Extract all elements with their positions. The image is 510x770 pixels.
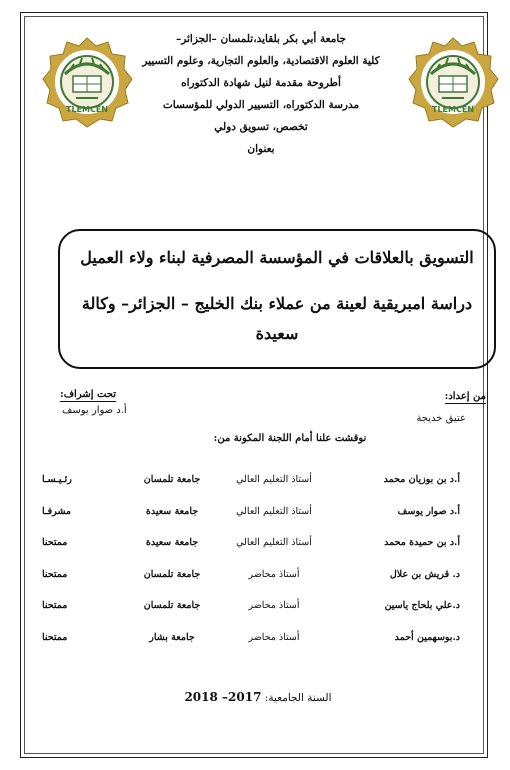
jury-member-role: ممتحنا [42, 568, 68, 580]
thesis-title-line2: دراسة امبريقية لعينة من عملاء بنك الخليج – الجزائر– وكالة [81, 294, 473, 313]
academic-year-label: السنة الجامعية: [264, 692, 332, 704]
jury-member-university: جامعة بشار [149, 631, 195, 643]
jury-member-name: د.علي بلحاج ياسين [384, 600, 460, 611]
prepared-by-name: عتيق خديجة [416, 413, 466, 424]
jury-member-name: أ.د بن حميدة محمد [384, 537, 460, 548]
jury-member-role: ممتحنا [42, 537, 68, 548]
supervisor-name: أ.د صوار يوسف [62, 405, 127, 416]
jury-member-university: جامعة سعيدة [145, 537, 199, 548]
jury-member-university: جامعة تلمسان [143, 600, 201, 611]
jury-table [40, 470, 460, 659]
jury-member-rank: أستاذ محاضر [248, 568, 300, 580]
jury-member-role: ممتحنا [42, 600, 68, 611]
jury-member-university: جامعة تلمسان [143, 568, 201, 580]
jury-row [40, 628, 460, 660]
jury-member-role: ممتحنا [42, 631, 68, 643]
doctoral-school: مدرسة الدكتوراه، التسيير الدولي للمؤسسات [162, 99, 360, 111]
university-name: جامعة أبي بكر بلقايد،تلمسان –الجزائر– [175, 33, 347, 45]
thesis-type: أطروحة مقدمة لنيل شهادة الدكتوراه [181, 77, 341, 89]
jury-member-name: د.بوسهمين أحمد [394, 631, 460, 643]
jury-member-rank: أستاذ التعليم العالي [236, 505, 312, 517]
jury-member-university: جامعة تلمسان [143, 474, 201, 485]
jury-member-name: أ.د صوار يوسف [397, 505, 460, 517]
jury-member-role: مشرفـا [42, 505, 72, 517]
thesis-title-line1: التسويق بالعلاقات في المؤسسة المصرفية لبناء ولاء العميل [80, 248, 474, 267]
title-intro: بعنوان [247, 143, 275, 155]
academic-year [168, 690, 348, 704]
committee-intro: نوقشت علنا أمام اللجنة المكونة من: [213, 433, 367, 444]
thesis-title-box [58, 229, 496, 369]
jury-member-role: رئـيـسـا [42, 474, 72, 485]
university-logo-right [406, 34, 500, 130]
header-block [130, 28, 392, 160]
jury-member-name: د. قريش بن علال [389, 568, 460, 580]
jury-row [40, 470, 460, 502]
specialty: تخصص، تسويق دولي [214, 121, 308, 133]
faculty-name: كلية العلوم الاقتصادية، والعلوم التجارية، وعلوم التسيير [142, 55, 380, 67]
jury-row [40, 502, 460, 534]
jury-member-rank: أستاذ التعليم العالي [236, 474, 312, 485]
prepared-by-label: من إعداد: [444, 391, 486, 402]
logo-right-text: TLEMCEN [431, 105, 475, 114]
jury-member-name: أ.د بن بوزيان محمد [383, 474, 460, 485]
jury-member-rank: أستاذ محاضر [248, 600, 300, 611]
jury-member-university: جامعة سعيدة [145, 505, 199, 517]
jury-row [40, 533, 460, 565]
jury-row [40, 596, 460, 628]
academic-year-value: 2017– 2018 [184, 690, 262, 704]
jury-row [40, 565, 460, 597]
university-logo-left [40, 34, 134, 130]
jury-member-rank: أستاذ محاضر [248, 631, 300, 643]
thesis-title-line3: سعيدة [255, 324, 299, 343]
logo-left-text: TLEMCEN [65, 105, 109, 114]
jury-member-rank: أستاذ التعليم العالي [236, 537, 312, 548]
supervision-label: تحت إشراف: [60, 389, 117, 400]
